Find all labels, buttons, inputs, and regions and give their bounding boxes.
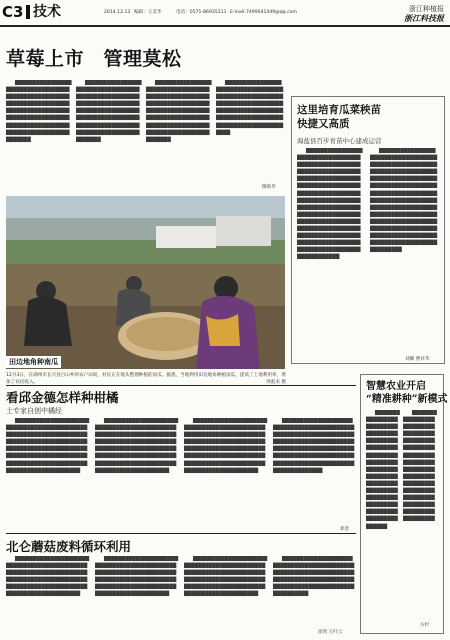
story4-author: 方杉 [420,623,430,628]
story3-title: 北仑蘑菇废料循环利用 [6,539,132,554]
header-rule [0,25,450,27]
story3-col2: ██████████████████████████████████████████████████████████████████████████████████████████████████████████████████████████████████████ [95,557,179,598]
photo-credit: 周彪来 摄 [266,379,286,385]
story2-subtitle: 土专家自创中橘经 [6,407,62,415]
lead-author: 缪新华 [262,185,276,190]
lead-body-col4: ██████████████████████████████████████████████████████████████████████████████████████████████████████████████████████████████████████ [216,81,284,136]
issue-date: 2014.12.13 [104,10,131,15]
farmers-photo-illustration [6,196,285,369]
side-story-title-line1: 这里培育瓜菜秧苗 [297,104,381,116]
page-number-badge: C3 [2,3,24,21]
side-story-title-line2: 快捷又高质 [297,118,350,130]
editor-phone: 电话：0571-86935111 [176,10,227,15]
story3-col4: ██████████████████████████████████████████████████████████████████████████████████████████████████████████████████████████ [273,557,355,598]
photo-caption-text: 12月3日，在湖州市长兴县吕山乡的农户田间，村民正在地头整理种植的南瓜。据悉，当地利用田边地角种植南瓜，提高了土地利用率，增加了农民收入。 [6,373,286,385]
side-story-col2: ████████████████████████████████████████████████████████████████████████████████████████████████████████████████████████████████████████████████████████████████████████████████████████████████████████████████████████████████████████████████████████████████████████████████ [370,149,438,254]
lead-headline: 草莓上市 管理莫松 [6,48,182,70]
paper-logo: 浙江科技报 [404,13,444,23]
lead-photo [6,196,285,369]
story4-col1: ████████████████████████████████████████████████████████████████████████████████████████████████████████████████████████████████████████████████████ [366,411,400,530]
story2-col2: ████████████████████████████████████████████████████████████████████████████████████████████████████████████████████████████████████████████████████████████████████████████████████ [95,419,179,474]
story4-title-line2: “精准耕种”新模式 [366,394,448,405]
story3-col1: ██████████████████████████████████████████████████████████████████████████████████████████████████████████████████████████████████████ [6,557,90,598]
story4-col2: ██████████████████████████████████████████████████████████████████████████████████████████████████████████████████████████████████████████████ [403,411,437,523]
lead-body-col1: █████████████████████████████████████████████████████████████████████████████████████████████████████████████████████████████████████████████████████ [6,81,72,143]
story2-author: 郑金 [340,527,350,532]
photo-caption-title: 田边地角种南瓜 [6,356,61,368]
header-divider [26,5,30,19]
story2-title: 看邱金德怎样种柑橘 [6,390,119,405]
side-story-author: 刘耀 曹祥华 [405,357,430,362]
lead-body-col2: █████████████████████████████████████████████████████████████████████████████████████████████████████████████████████████████████████████████████████ [76,81,142,143]
story2-col3: ████████████████████████████████████████████████████████████████████████████████████████████████████████████████████████████████████████████████████████████████████████████████████ [184,419,268,474]
story4-title-line1: 智慧农业开启 [366,381,426,392]
side-story-title [297,103,381,131]
story3-col3: ██████████████████████████████████████████████████████████████████████████████████████████████████████████████████████████████████████ [184,557,268,598]
editor-name: 编辑：王美华 [134,10,162,15]
story2-col4: ████████████████████████████████████████████████████████████████████████████████████████████████████████████████████████████████████████████████████████████████████████████ [273,419,355,474]
paper-name: 浙江种植报 [409,5,444,13]
story2-rule [6,385,356,386]
story2-col1: ████████████████████████████████████████████████████████████████████████████████████████████████████████████████████████████████████████████████████████████████████████████████████ [6,419,90,474]
side-story-col1: ████████████████████████████████████████████████████████████████████████████████████████████████████████████████████████████████████████████████████████████████████████████████████████████████████████████████████████████████████████████████████████████████████████████████████████ [297,149,363,261]
story4-title [366,380,448,406]
section-title: 技术 [33,4,61,20]
lead-body-col3: █████████████████████████████████████████████████████████████████████████████████████████████████████████████████████████████████████████████████████ [146,81,212,143]
side-story-subtitle: 海盐县百步育苗中心建成运营 [297,137,382,145]
page-header [0,0,450,24]
story3-author: 徐剑 王叶云 [318,630,343,635]
editor-email: E-mail:7499041449@qq.com [230,10,297,15]
story3-rule [6,533,356,534]
